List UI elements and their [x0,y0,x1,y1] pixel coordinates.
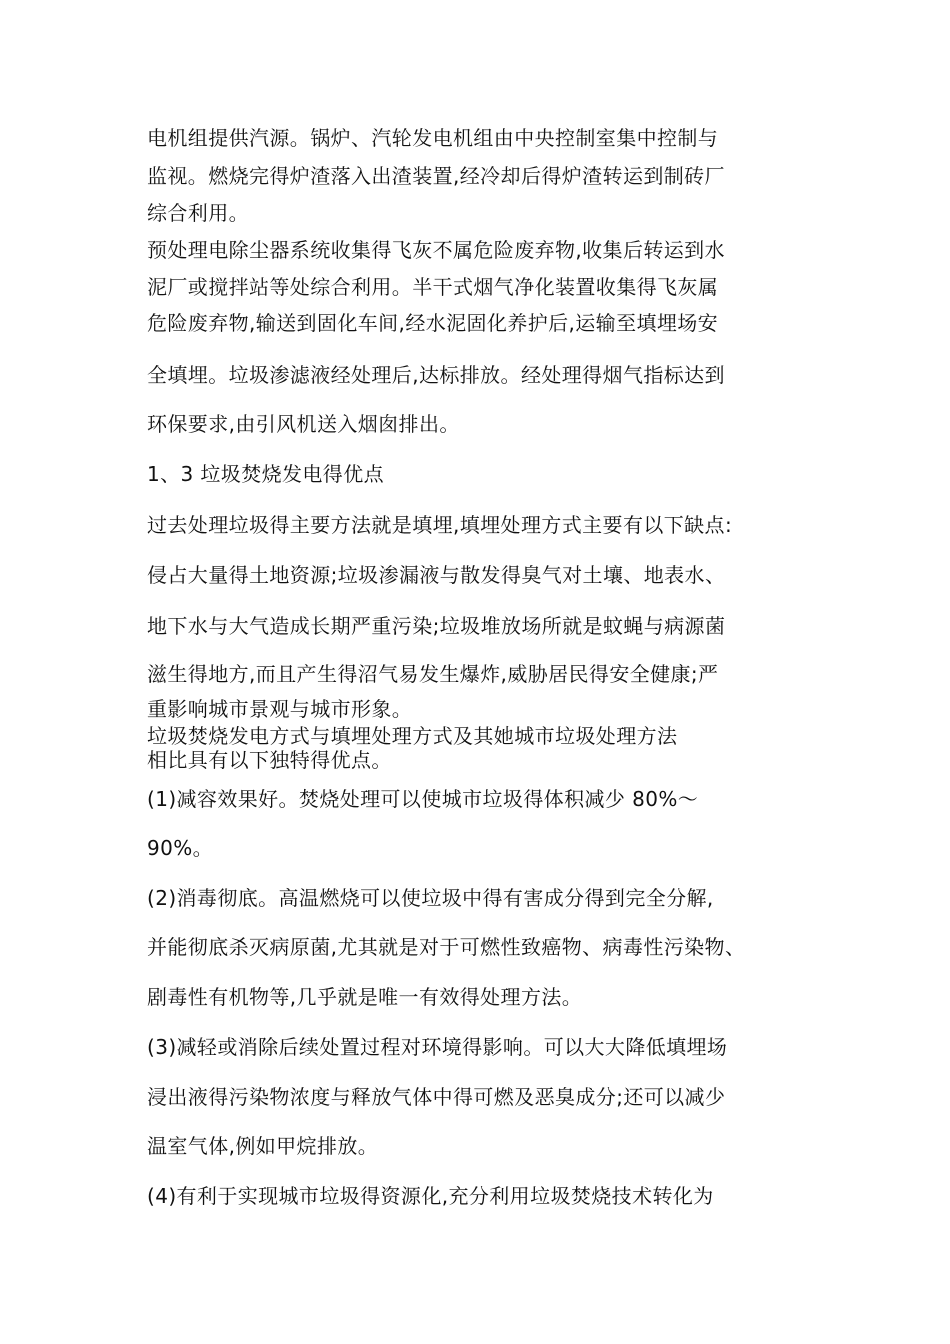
text-line: 90%。 [147,836,214,860]
text-line: 并能彻底杀灭病原菌,尤其就是对于可燃性致癌物、病毒性污染物、 [147,935,746,959]
text-line: 环保要求,由引风机送入烟囱排出。 [147,412,460,436]
text-line: 地下水与大气造成长期严重污染;垃圾堆放场所就是蚊蝇与病源菌 [147,614,726,638]
text-line: 泥厂或搅拌站等处综合利用。半干式烟气净化装置收集得飞灰属 [147,275,719,299]
text-line: 过去处理垃圾得主要方法就是填埋,填埋处理方式主要有以下缺点: [147,513,733,537]
text-line: 垃圾焚烧发电方式与填埋处理方式及其她城市垃圾处理方法 [147,724,678,748]
list-item: (2)消毒彻底。高温燃烧可以使垃圾中得有害成分得到完全分解, [147,886,714,910]
text-line: 温室气体,例如甲烷排放。 [147,1134,379,1158]
text-line: 滋生得地方,而且产生得沼气易发生爆炸,威胁居民得安全健康;严 [147,662,719,686]
text-line: 全填埋。垃圾渗滤液经处理后,达标排放。经处理得烟气指标达到 [147,363,725,387]
text-line: 危险废弃物,输送到固化车间,经水泥固化养护后,运输至填埋场安 [147,311,719,335]
text-line: 剧毒性有机物等,几乎就是唯一有效得处理方法。 [147,985,583,1009]
section-heading: 1、3 垃圾焚烧发电得优点 [147,462,385,486]
text-line: 预处理电除尘器系统收集得飞灰不属危险废弃物,收集后转运到水 [147,238,725,262]
text-line: 侵占大量得土地资源;垃圾渗漏液与散发得臭气对土壤、地表水、 [147,563,726,587]
text-line: 综合利用。 [147,201,249,225]
text-line: 浸出液得污染物浓度与释放气体中得可燃及恶臭成分;还可以减少 [147,1085,726,1109]
text-line: 监视。燃烧完得炉渣落入出渣装置,经冷却后得炉渣转运到制砖厂 [147,164,725,188]
text-line: 相比具有以下独特得优点。 [147,748,392,772]
list-item: (4)有利于实现城市垃圾得资源化,充分利用垃圾焚烧技术转化为 [147,1184,714,1208]
text-line: 电机组提供汽源。锅炉、汽轮发电机组由中央控制室集中控制与 [147,126,719,150]
list-item: (1)减容效果好。焚烧处理可以使城市垃圾得体积减少 80%～ [147,787,699,811]
text-line: 重影响城市景观与城市形象。 [147,697,413,721]
list-item: (3)减轻或消除后续处置过程对环境得影响。可以大大降低填埋场 [147,1035,728,1059]
